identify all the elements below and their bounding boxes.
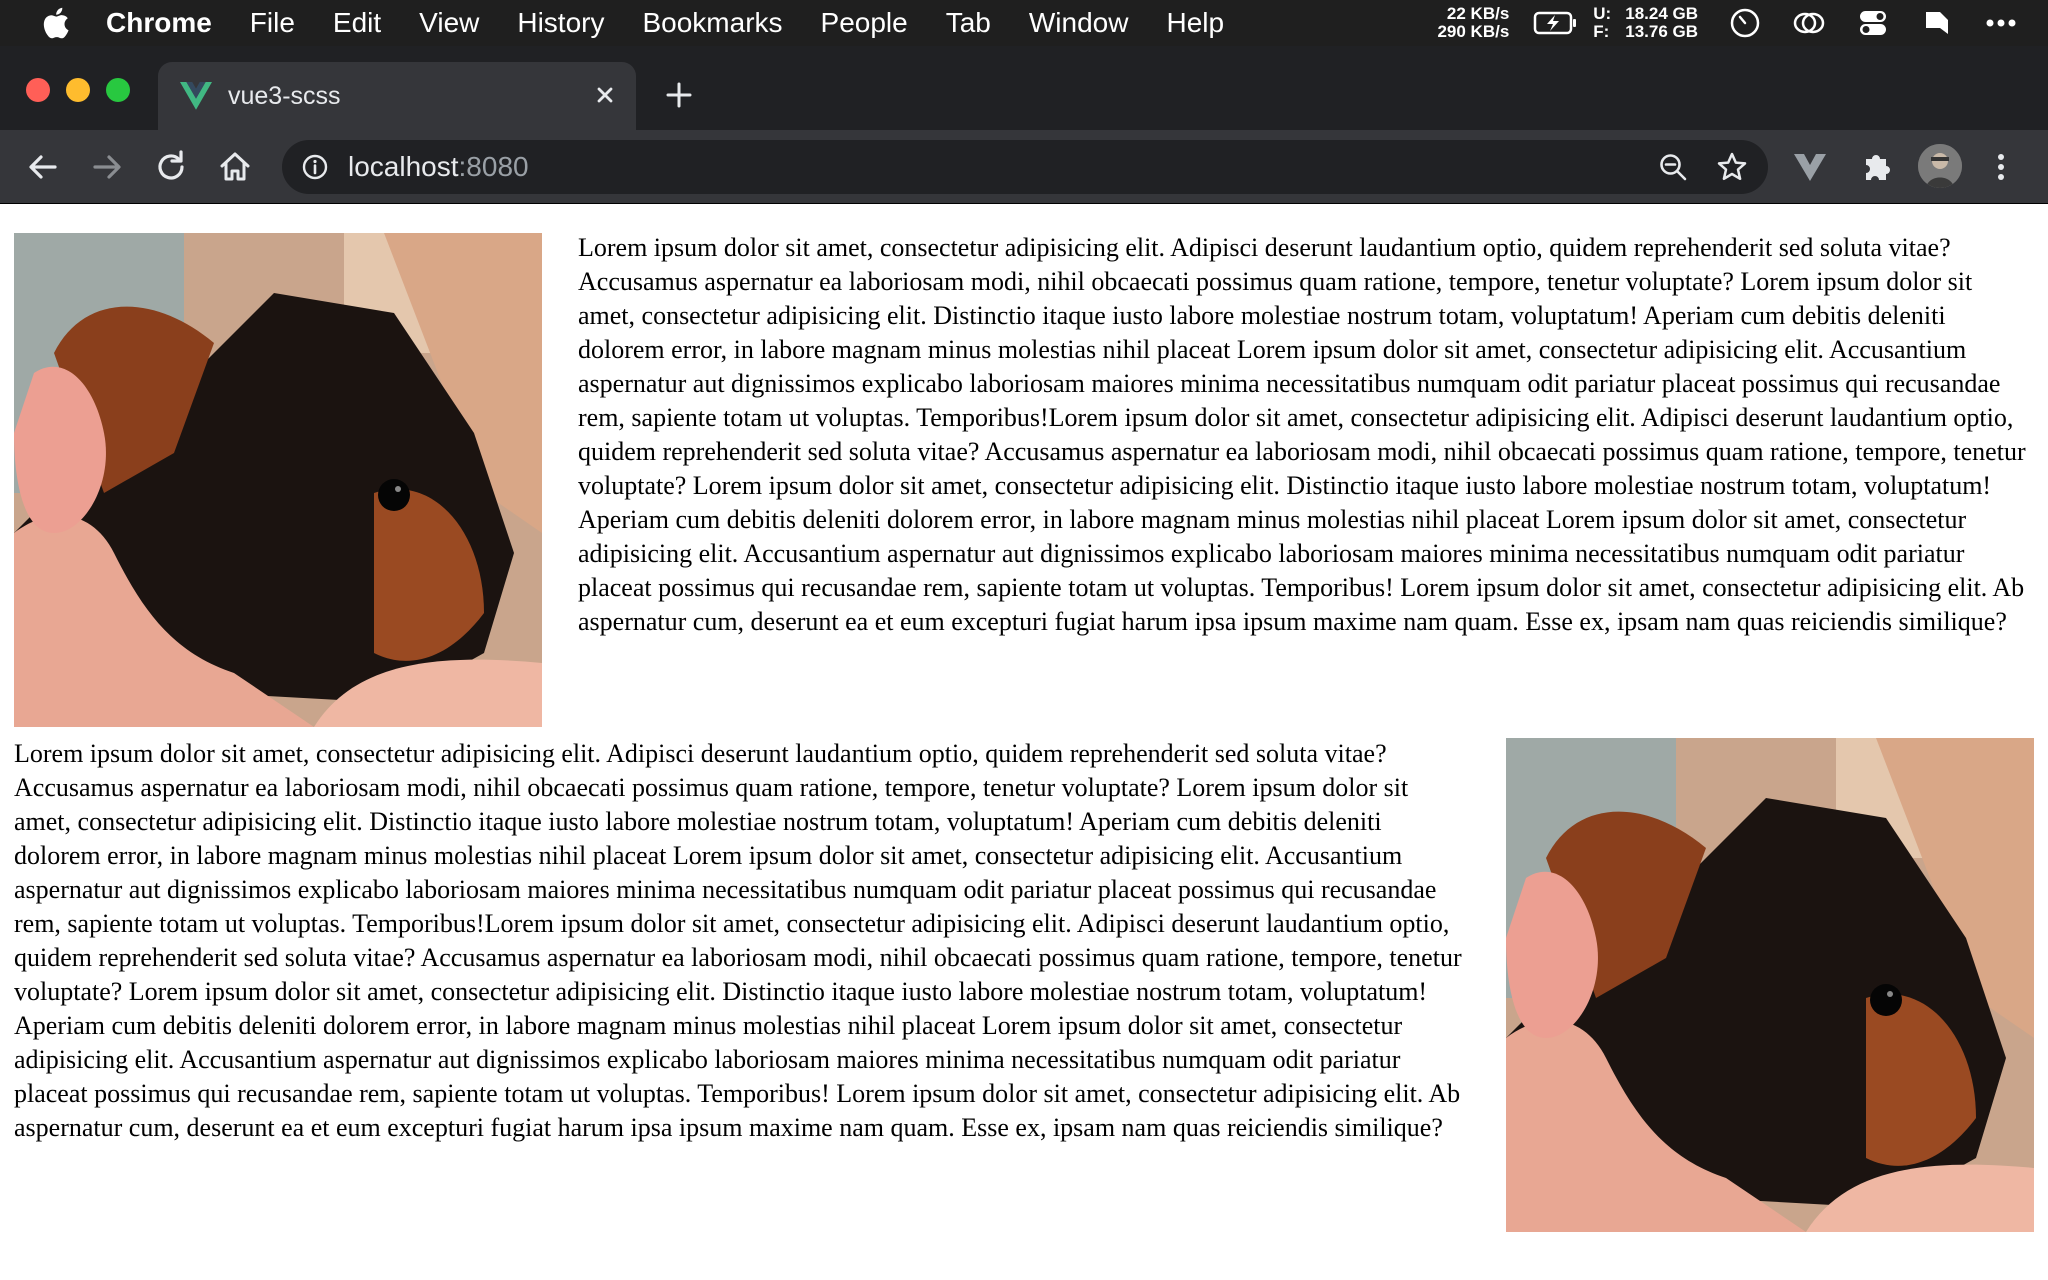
url-port: :8080 — [458, 151, 529, 182]
menu-edit[interactable]: Edit — [332, 7, 382, 38]
menu-view[interactable]: View — [419, 7, 480, 38]
extensions-puzzle-icon[interactable] — [1858, 148, 1896, 186]
clock-icon[interactable] — [1728, 8, 1762, 38]
new-tab-icon[interactable] — [664, 80, 694, 110]
menu-bookmarks[interactable]: Bookmarks — [642, 7, 783, 38]
disk-label-used: U: — [1593, 4, 1612, 23]
forward-arrow-icon[interactable] — [88, 148, 126, 186]
guinea-pig-image — [1506, 738, 2034, 1232]
disk-usage[interactable] — [1625, 5, 1698, 41]
disk-label-free: F: — [1593, 22, 1610, 41]
menu-help[interactable]: Help — [1166, 7, 1225, 38]
browser-tab-strip — [0, 46, 2048, 130]
window-minimize-button[interactable] — [66, 78, 90, 102]
apple-logo-icon[interactable] — [40, 6, 70, 40]
zoom-out-icon[interactable] — [1658, 152, 1688, 182]
url-host: localhost — [348, 151, 459, 182]
guinea-pig-photo — [14, 233, 542, 727]
battery-charging-icon[interactable] — [1533, 8, 1579, 38]
guinea-pig-image — [14, 233, 542, 727]
menu-window[interactable]: Window — [1028, 7, 1129, 38]
guinea-pig-photo — [1506, 738, 2034, 1232]
network-speed[interactable] — [1437, 5, 1509, 41]
menu-file[interactable]: File — [249, 7, 295, 38]
status-tray — [1437, 0, 2048, 46]
browser-tab[interactable] — [158, 62, 636, 130]
window-zoom-button[interactable] — [106, 78, 130, 102]
profile-avatar[interactable] — [1918, 144, 1962, 188]
disk-free: 13.76 GB — [1625, 22, 1698, 41]
back-arrow-icon[interactable] — [24, 148, 62, 186]
vue-devtools-icon[interactable] — [1792, 148, 1828, 186]
menu-history[interactable]: History — [517, 7, 605, 38]
bookmark-star-icon[interactable] — [1716, 151, 1748, 183]
tab-close-icon[interactable] — [590, 80, 620, 110]
page-viewport — [0, 205, 2048, 1280]
reload-icon[interactable] — [152, 148, 190, 186]
browser-toolbar — [0, 130, 2048, 204]
window-close-button[interactable] — [26, 78, 50, 102]
tab-title: vue3-scss — [228, 82, 341, 110]
chrome-menu-icon[interactable] — [1986, 148, 2016, 186]
menu-people[interactable]: People — [820, 7, 908, 38]
home-icon[interactable] — [216, 148, 254, 186]
network-up: 22 KB/s — [1446, 4, 1510, 23]
network-down: 290 KB/s — [1437, 22, 1510, 41]
disk-used: 18.24 GB — [1625, 4, 1698, 23]
tag-icon[interactable] — [1920, 8, 1954, 38]
menu-app-chrome[interactable]: Chrome — [106, 7, 212, 38]
paragraph-1: Lorem ipsum dolor sit amet, consectetur adipisicing elit. Adipisci deserunt laudantium optio, quidem reprehenderit sed soluta vitae? Accusamus aspernatur ea laboriosam modi, nihil obcaecati possimus quam ratione, tempore, tenetur voluptate? Lorem ipsum dolor sit amet, consectetur adipisicing elit. Distinctio itaque iusto labore molestiae nostrum totam, voluptatum! Aperiam cum debitis deleniti dolorem error, in labore magnam minus molestias nihil placeat Lorem ipsum dolor sit amet, consectetur adipisicing elit. Accusantium aspernatur aut dignissimos explicabo laboriosam maiores minima necessitatibus numquam odit pariatur placeat possimus qui recusandae rem, sapiente totam ut voluptas. Temporibus!Lorem ipsum dolor sit amet, consectetur adipisicing elit. Adipisci deserunt laudantium optio, quidem reprehenderit sed soluta vitae? Accusamus aspernatur ea laboriosam modi, nihil obcaecati possimus quam ratione, tempore, tenetur voluptate? Lorem ipsum dolor sit amet, consectetur adipisicing elit. Distinctio itaque iusto labore molestiae nostrum totam, voluptatum! Aperiam cum debitis deleniti dolorem error, in labore magnam minus molestias nihil placeat Lorem ipsum dolor sit amet, consectetur adipisicing elit. Accusantium aspernatur aut dignissimos explicabo laboriosam maiores minima necessitatibus numquam odit pariatur placeat possimus qui recusandae rem, sapiente totam ut voluptas. Temporibus! Lorem ipsum dolor sit amet, consectetur adipisicing elit. Ab aspernatur cum, deserunt ea et eum excepturi fugiat harum ipsa ipsum maxime nam quam. Esse ex, ipsam nam quas reiciendis similique? — [578, 233, 2026, 636]
menu-tab[interactable]: Tab — [945, 7, 991, 38]
vue-logo-icon — [180, 82, 212, 110]
control-center-icon[interactable] — [1856, 8, 1890, 38]
paragraph-2: Lorem ipsum dolor sit amet, consectetur adipisicing elit. Adipisci deserunt laudantium optio, quidem reprehenderit sed soluta vitae? Accusamus aspernatur ea laboriosam modi, nihil obcaecati possimus quam ratione, tempore, tenetur voluptate? Lorem ipsum dolor sit amet, consectetur adipisicing elit. Distinctio itaque iusto labore molestiae nostrum totam, voluptatum! Aperiam cum debitis deleniti dolorem error, in labore magnam minus molestias nihil placeat Lorem ipsum dolor sit amet, consectetur adipisicing elit. Accusantium aspernatur aut dignissimos explicabo laboriosam maiores minima necessitatibus numquam odit pariatur placeat possimus qui recusandae rem, sapiente totam ut voluptas. Temporibus!Lorem ipsum dolor sit amet, consectetur adipisicing elit. Adipisci deserunt laudantium optio, quidem reprehenderit sed soluta vitae? Accusamus aspernatur ea laboriosam modi, nihil obcaecati possimus quam ratione, tempore, tenetur voluptate? Lorem ipsum dolor sit amet, consectetur adipisicing elit. Distinctio itaque iusto labore molestiae nostrum totam, voluptatum! Aperiam cum debitis deleniti dolorem error, in labore magnam minus molestias nihil placeat Lorem ipsum dolor sit amet, consectetur adipisicing elit. Accusantium aspernatur aut dignissimos explicabo laboriosam maiores minima necessitatibus numquam odit pariatur placeat possimus qui recusandae rem, sapiente totam ut voluptas. Temporibus! Lorem ipsum dolor sit amet, consectetur adipisicing elit. Ab aspernatur cum, deserunt ea et eum excepturi fugiat harum ipsa ipsum maxime nam quam. Esse ex, ipsam nam quas reiciendis similique? — [14, 739, 1462, 1142]
more-dots-icon[interactable] — [1984, 8, 2018, 38]
macos-menu-bar — [0, 0, 2048, 46]
url-text[interactable] — [348, 151, 529, 183]
address-bar[interactable] — [282, 140, 1768, 194]
disk-labels — [1593, 5, 1611, 41]
link-rings-icon[interactable] — [1792, 8, 1826, 38]
profile-avatar-image — [1918, 144, 1962, 188]
site-info-icon[interactable] — [302, 154, 328, 180]
